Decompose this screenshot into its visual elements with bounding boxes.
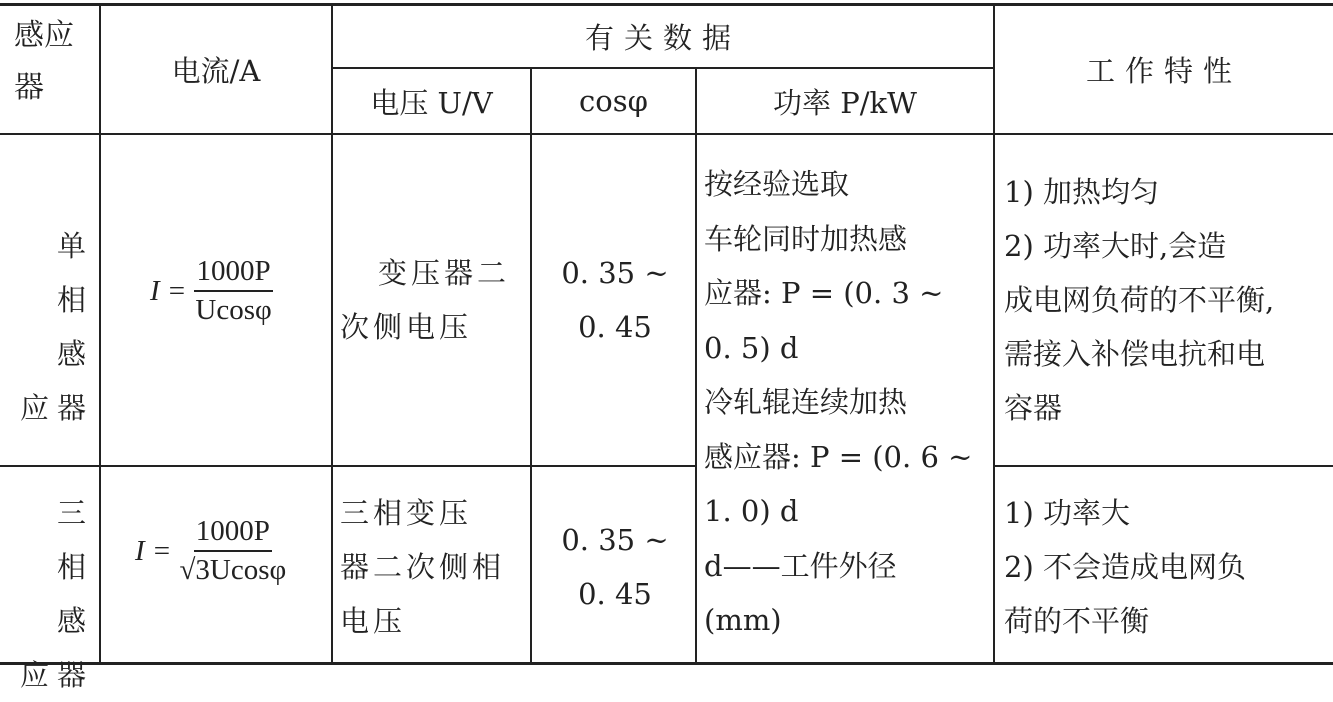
row1-sensor: 单 相 感 应器 bbox=[19, 229, 94, 425]
header-voltage: 电压 U/V bbox=[370, 85, 493, 120]
row2-formula bbox=[135, 515, 286, 587]
rule-row-right bbox=[994, 465, 1333, 467]
rule-col-4 bbox=[695, 67, 697, 665]
row2-voltage: 三相变压 器二次侧相 电压 bbox=[340, 496, 506, 638]
header-power: 功率 P/kW bbox=[773, 85, 917, 120]
rule-row bbox=[0, 465, 696, 467]
row1-formula-denominator: Ucosφ bbox=[195, 294, 272, 326]
row2-formula-denominator: √3Ucosφ bbox=[179, 554, 287, 586]
rule-col-3 bbox=[530, 67, 532, 665]
header-sensor: 感应器 bbox=[14, 18, 74, 105]
row2-characteristics: 1) 功率大 2) 不会造成电网负 荷的不平衡 bbox=[1004, 496, 1246, 638]
row1-formula-numerator: 1000P bbox=[194, 255, 272, 292]
row1-formula bbox=[150, 255, 273, 327]
header-cos: cosφ bbox=[579, 84, 648, 118]
header-characteristics: 工作特性 bbox=[1085, 54, 1242, 88]
row1-characteristics: 1) 加热均匀 2) 功率大时,会造 成电网负荷的不平衡, 需接入补偿电抗和电 容器 bbox=[1004, 175, 1275, 425]
row2-cos: 0. 35 ~ 0. 45 bbox=[561, 523, 669, 611]
row2-formula-numerator: 1000P bbox=[194, 515, 272, 552]
row1-voltage: 变压器二 次侧电压 bbox=[340, 256, 511, 344]
header-related-data: 有关数据 bbox=[584, 21, 741, 55]
header-current: 电流/A bbox=[171, 54, 261, 88]
rule-bottom bbox=[0, 662, 1333, 665]
row2-formula-lhs: I = bbox=[135, 534, 172, 567]
row1-cos: 0. 35 ~ 0. 45 bbox=[561, 256, 669, 344]
power-note: 按经验选取 车轮同时加热感 应器: P = (0. 3 ~ 0. 5) d 冷轧辊连续加热 感应器: P = (0. 6 ~ 1. 0) d d——工件外径 (mm) bbox=[704, 167, 973, 637]
rule-header bbox=[0, 133, 1333, 135]
row1-formula-lhs: I = bbox=[150, 274, 187, 307]
row2-sensor: 三 相 感 应器 bbox=[19, 496, 94, 692]
